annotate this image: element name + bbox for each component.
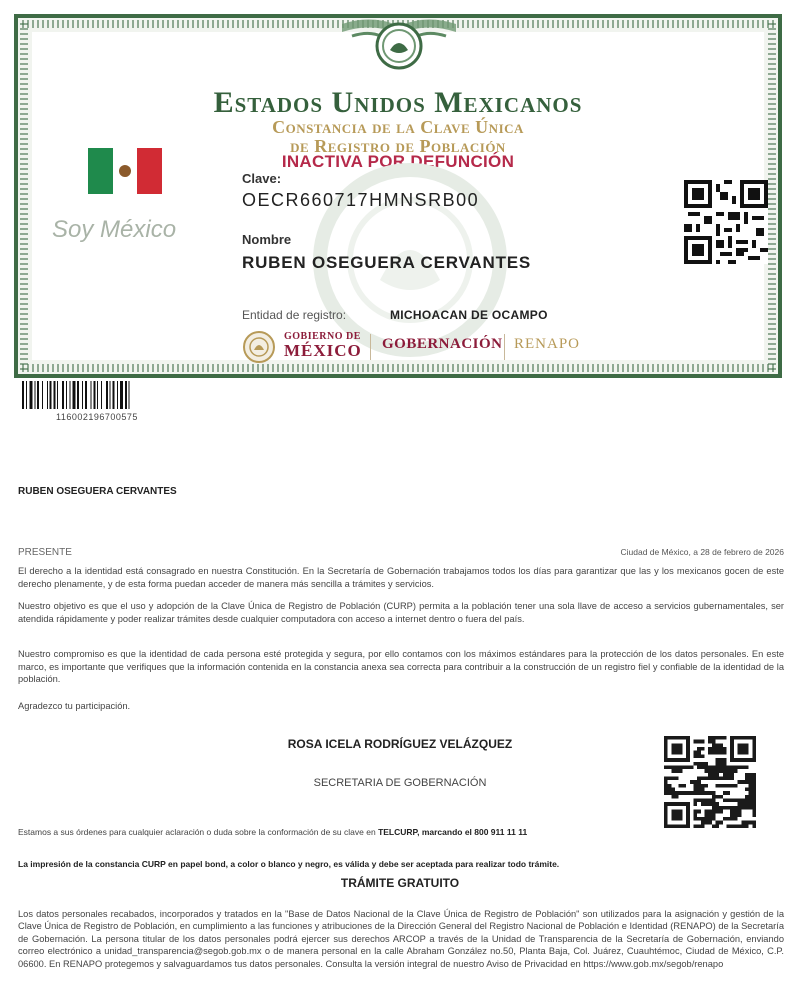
curp-value: OECR660717HMNSRB00 — [242, 190, 480, 210]
document-title-line2: de Registro de Población — [290, 136, 506, 156]
free-procedure-notice: TRÁMITE GRATUITO — [340, 876, 460, 890]
border-pattern — [22, 364, 774, 372]
brand-slogan: Soy México — [52, 216, 177, 243]
country-title: Estados Unidos Mexicanos — [213, 86, 583, 119]
letter-date: Ciudad de México, a 28 de febrero de 2026 — [620, 547, 784, 557]
document-title-line1: Constancia de la Clave Única — [272, 117, 524, 137]
letter-addressee: RUBEN OSEGUERA CERVANTES — [18, 486, 177, 497]
institution-logos — [242, 330, 592, 364]
renapo-logo: RENAPO — [514, 336, 581, 352]
border-pattern — [20, 22, 28, 370]
signer-name: ROSA ICELA RODRÍGUEZ VELÁZQUEZ — [287, 737, 513, 751]
border-pattern — [768, 22, 776, 370]
qr-code-icon — [684, 180, 768, 264]
letter-paragraph: Nuestro compromiso es que la identidad de cada persona esté protegida y segura, por ello contamos con los máximos estándares para la protección de los datos personales. En este marco, es importante que verifiques que la información contenida en la constancia anexa sea correcta para contribuir a la construcción de un registro fiel y confiable de la identidad de la población. — [18, 649, 784, 684]
letter-paragraph: Agradezco tu participación. — [18, 701, 131, 711]
curp-certificate — [14, 14, 782, 378]
logo-divider — [504, 334, 505, 360]
privacy-notice: Los datos personales recabados, incorporados y tratados en la "Base de Datos Nacional de la Clave Única de Registro de Población" son utilizados para la asignación y gestión de la Clave Única de Registro de Población, en cumplimiento a las funciones y atribuciones de la Dirección General del Registro Nacional de Población e Identidad (RENAPO) de la Secretaría de Gobernación. La persona titular de los datos personales podrá ejercer sus derechos ARCOP a través de la Unidad de Transparencia de la Secretaría de Gobernación, enviando correo electrónico a unidad_transparencia@segob.gob.mx o de manera personal en la calle Abraham González no.50, Planta Baja, Col. Juárez, Cuauhtémoc, Ciudad de México, C.P. 06600. En RENAPO protegemos y salvaguardamos tus datos personales. Consulta la versión integral de nuestro Aviso de Privacidad en https://www.gob.mx/segob/renapo — [18, 909, 784, 969]
barcode-number: 116002196700575 — [56, 412, 138, 422]
status-label: INACTIVA POR DEFUNCIÓN — [281, 152, 515, 171]
nombre-label: Nombre — [242, 232, 292, 247]
gobierno-de-mexico-logo — [284, 332, 362, 359]
logo-divider — [370, 334, 371, 360]
contact-prefix: Estamos a sus órdenes para cualquier aclaración o duda sobre la conformación de su clave en — [18, 827, 376, 837]
contact-telcurp: TELCURP, marcando el 800 911 11 11 — [378, 827, 528, 837]
barcode-icon — [22, 381, 180, 409]
qr-code-icon — [664, 736, 756, 828]
print-validity-notice: La impresión de la constancia CURP en papel bond, a color o blanco y negro, es válida y debe ser aceptada para realizar todo trámite. — [18, 859, 560, 869]
contact-notice — [18, 827, 527, 837]
government-seal-icon — [242, 330, 276, 364]
letter-paragraph: El derecho a la identidad está consagrado en nuestra Constitución. En la Secretaría de Gobernación trabajamos todos los días para garantizar que las y los mexicanos gocen de este derecho plenamente, y de esta forma puedan acceder de manera más sencilla a trámites y servicios. — [18, 566, 784, 589]
clave-label: Clave: — [242, 171, 282, 186]
letter-greeting: PRESENTE — [18, 547, 72, 558]
letter-paragraph: Nuestro objetivo es que el uso y adopción de la Clave Única de Registro de Población (CURP) permita a la población tener una sola llave de acceso a servicios gubernamentales, ser atendida rápidamente y poder realizar trámites desde cualquier computadora con acceso a internet dentro o fuera del país. — [18, 601, 784, 624]
national-crest-icon — [332, 14, 466, 74]
nombre-value: RUBEN OSEGUERA CERVANTES — [242, 253, 532, 272]
gobierno-logo-line2: MÉXICO — [284, 341, 362, 360]
signer-title: SECRETARIA DE GOBERNACIÓN — [313, 777, 487, 789]
entidad-label: Entidad de registro: — [242, 308, 347, 322]
gobernacion-logo: GOBERNACIÓN — [382, 336, 503, 352]
mexico-flag-icon — [88, 148, 162, 194]
entidad-value: MICHOACAN DE OCAMPO — [390, 308, 548, 322]
gobierno-logo-line1: GOBIERNO DE — [284, 331, 361, 342]
